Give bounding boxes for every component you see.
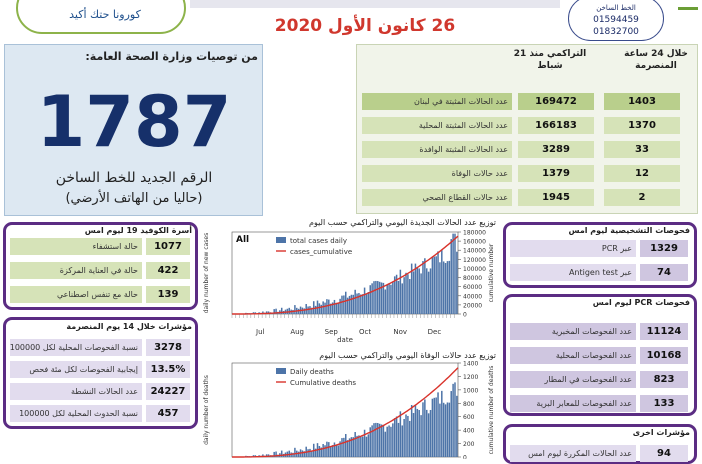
daily-bar [294, 305, 296, 314]
daily-bar [398, 423, 400, 457]
diagnostic-row-label: عبر PCR [510, 240, 636, 257]
y-tick-label: 600 [463, 414, 475, 421]
covid-beds-row-value: 139 [146, 286, 190, 303]
daily-bar [392, 281, 394, 314]
y-tick-label: 160000 [463, 239, 486, 246]
indicators-title: مؤشرات خلال 14 يوم المنصرمة [12, 322, 192, 331]
y-axis-label: daily number of new cases [203, 233, 210, 314]
daily-bar [428, 413, 430, 457]
daily-bar [407, 274, 409, 314]
daily-bar [324, 303, 326, 314]
summary-row-24h: 33 [604, 141, 680, 158]
daily-bar [343, 295, 345, 314]
daily-bar [354, 432, 356, 457]
other-indicators-title: مؤشرات اخرى [510, 428, 690, 437]
legend-label-daily: total cases daily [290, 237, 347, 245]
y-tick-label: 180000 [463, 230, 486, 237]
summary-row-label: عدد حالات القطاع الصحي [362, 189, 512, 206]
daily-bar [366, 437, 368, 457]
indicator-row-value: 457 [146, 405, 190, 422]
indicator-row-label: نسبة الفحوصات المحلية لكل 100000 [10, 339, 142, 356]
hotline-line-2: (حاليا من الهاتف الأرضي) [20, 191, 248, 206]
daily-bar [347, 440, 349, 457]
y-tick-label: 80000 [463, 275, 482, 282]
daily-bar [381, 424, 383, 457]
daily-bar [422, 402, 424, 457]
daily-bar [345, 292, 347, 314]
summary-row-cumulative: 1945 [518, 189, 594, 206]
diagnostic-row-label: عبر Antigen test [510, 264, 636, 281]
pcr-tests-title: فحوصات PCR ليوم امس [510, 298, 690, 307]
daily-bar [390, 427, 392, 457]
daily-bar [319, 446, 321, 457]
covid-beds-title: أسرة الكوفيد 19 ليوم امس [12, 226, 192, 235]
daily-bar [415, 405, 417, 457]
hotline-label: الخط الساخن [569, 2, 663, 14]
y-tick-label: 100000 [463, 266, 486, 273]
daily-bar [439, 404, 441, 457]
daily-bar [390, 285, 392, 314]
indicator-row-value: 13.5% [146, 361, 190, 378]
other-indicator-row-value: 94 [640, 445, 688, 462]
daily-bar [447, 402, 449, 457]
daily-bar [349, 296, 351, 314]
daily-bar [400, 270, 402, 314]
daily-bar [415, 264, 417, 314]
daily-bar [403, 419, 405, 457]
daily-bar [432, 399, 434, 457]
indicator-row-label: نسبة الحدوث المحلية لكل 100000 [10, 405, 142, 422]
daily-bar [302, 450, 304, 457]
daily-bar [394, 276, 396, 314]
daily-bar [358, 435, 360, 457]
daily-bar [319, 303, 321, 314]
hotline-number-1: 01594459 [569, 14, 663, 26]
daily-bar [334, 300, 336, 314]
summary-row-24h: 2 [604, 189, 680, 206]
chart-cases-title: توزيع عدد الحالات الجديدة اليومي والتراكمي حسب اليوم [246, 218, 496, 227]
y-axis-label-right: cumulative number [488, 243, 495, 302]
indicator-row-label: عدد الحالات النشطة [10, 383, 142, 400]
summary-row-label: عدد حالات الوفاة [362, 165, 512, 182]
daily-bar [400, 411, 402, 457]
daily-bar [322, 444, 324, 457]
daily-bar [456, 252, 458, 314]
x-month-label: Jul [255, 328, 265, 336]
daily-bar [386, 427, 388, 457]
daily-bar [449, 403, 451, 457]
pcr-row-value: 823 [640, 371, 688, 388]
daily-bar [396, 417, 398, 457]
daily-bar [405, 273, 407, 314]
daily-bar [449, 261, 451, 314]
chart-corner-label: All [236, 235, 249, 245]
hotline-number-2: 01832700 [569, 26, 663, 38]
daily-bar [420, 273, 422, 314]
diagnostic-row-value: 1329 [640, 240, 688, 257]
indicator-row-label: إيجابية الفحوصات لكل مئة فحص [10, 361, 142, 378]
daily-bar [386, 285, 388, 314]
daily-bar [418, 410, 420, 457]
daily-bar [430, 268, 432, 314]
daily-bar [432, 258, 434, 314]
daily-bar [402, 283, 404, 314]
daily-bar [420, 415, 422, 457]
daily-bar [321, 305, 323, 314]
covid-beds-row-label: حالة استشفاء [10, 238, 142, 255]
y-tick-label: 200 [463, 441, 475, 448]
daily-bar [324, 445, 326, 457]
daily-bar [445, 263, 447, 314]
summary-row-label: عدد الحالات المثبتة في لبنان [362, 93, 512, 110]
daily-bar [383, 425, 385, 457]
daily-bar [379, 424, 381, 457]
daily-bar [339, 299, 341, 314]
x-month-label: Oct [359, 328, 371, 336]
daily-bar [337, 303, 339, 314]
daily-bar [307, 449, 309, 457]
daily-bar [435, 397, 437, 457]
y-tick-label: 120000 [463, 257, 486, 264]
daily-bar [405, 414, 407, 457]
summary-row-24h: 1403 [604, 93, 680, 110]
daily-bar [392, 423, 394, 457]
x-month-label: Dec [428, 328, 442, 336]
daily-bar [360, 294, 362, 314]
chart-deaths-title: توزيع عدد حالات الوفاة اليومي والتراكمي حسب اليوم [246, 351, 496, 360]
summary-row-cumulative: 1379 [518, 165, 594, 182]
hotline-big-number: 1787 [20, 82, 248, 162]
daily-bar [373, 423, 375, 457]
daily-bar [341, 296, 343, 314]
daily-bar [366, 294, 368, 314]
daily-bar [441, 250, 443, 314]
legend-swatch-daily [276, 368, 286, 374]
other-indicator-row-label: عدد الحالات المكررة ليوم امس [510, 445, 636, 462]
legend-label-cumulative: cases_cumulative [290, 248, 352, 256]
daily-bar [413, 271, 415, 314]
report-date: 26 كانون الأول 2020 [230, 16, 500, 36]
daily-bar [369, 285, 371, 314]
daily-bar [336, 445, 338, 457]
daily-bar [371, 283, 373, 314]
x-month-label: Nov [393, 328, 407, 336]
daily-bar [345, 434, 347, 457]
daily-bar [437, 392, 439, 457]
y-tick-label: 0 [463, 312, 467, 319]
diagnostic-tests-title: فحوصات التشخيصية ليوم امس [510, 226, 690, 235]
legend-swatch-daily [276, 237, 286, 243]
page-title-banner [190, 0, 560, 8]
pcr-row-label: عدد الفحوصات المخبرية [510, 323, 636, 340]
daily-bar [354, 290, 356, 314]
y-tick-label: 1000 [463, 387, 478, 394]
daily-bar [403, 277, 405, 314]
daily-bar [368, 292, 370, 314]
y-tick-label: 800 [463, 401, 475, 408]
y-tick-label: 40000 [463, 293, 482, 300]
daily-bar [328, 300, 330, 314]
daily-bar [409, 279, 411, 314]
daily-bar [450, 239, 452, 314]
daily-bar [452, 234, 454, 314]
ministry-heading: من توصيات وزارة الصحة العامة: [20, 50, 258, 63]
daily-bar [424, 258, 426, 314]
daily-bar [418, 268, 420, 314]
daily-bar [322, 301, 324, 314]
daily-bar [445, 404, 447, 457]
daily-bar [368, 434, 370, 457]
daily-bar [428, 272, 430, 314]
daily-bar [294, 448, 296, 457]
daily-bar [426, 268, 428, 314]
summary-col-cumulative: التراكمي منذ 21 شباط [512, 48, 588, 72]
daily-bar [434, 257, 436, 314]
summary-row-24h: 12 [604, 165, 680, 182]
x-month-label: Sep [325, 328, 339, 336]
y-tick-label: 20000 [463, 302, 482, 309]
daily-bar [336, 303, 338, 314]
daily-bar [364, 288, 366, 314]
daily-bar [360, 437, 362, 457]
daily-bar [452, 384, 454, 457]
daily-bar [413, 413, 415, 457]
daily-bar [402, 425, 404, 457]
indicator-row-value: 3278 [146, 339, 190, 356]
daily-bar [281, 451, 283, 457]
daily-bar [450, 391, 452, 457]
indicator-row-value: 24227 [146, 383, 190, 400]
daily-bar [315, 306, 317, 314]
daily-bar [430, 410, 432, 457]
daily-bar [435, 256, 437, 314]
daily-bar [454, 234, 456, 314]
daily-bar [398, 281, 400, 314]
y-tick-label: 1400 [463, 361, 478, 368]
daily-bar [313, 301, 315, 314]
chart-new-cases [200, 226, 500, 342]
diagnostic-row-value: 74 [640, 264, 688, 281]
y-tick-label: 1200 [463, 374, 478, 381]
daily-bar [409, 421, 411, 457]
chart-deaths [200, 359, 500, 459]
daily-bar [411, 405, 413, 457]
daily-bar [443, 261, 445, 314]
daily-bar [362, 437, 364, 457]
daily-bar [343, 438, 345, 457]
summary-row-cumulative: 3289 [518, 141, 594, 158]
summary-row-cumulative: 169472 [518, 93, 594, 110]
daily-bar [356, 436, 358, 457]
daily-bar [375, 423, 377, 457]
daily-bar [307, 306, 309, 314]
daily-bar [443, 403, 445, 457]
daily-bar [309, 306, 311, 314]
covid-beds-row-label: حالة في العناية المركزة [10, 262, 142, 279]
daily-bar [426, 410, 428, 457]
daily-bar [454, 382, 456, 457]
daily-bar [417, 409, 419, 457]
daily-bar [289, 308, 291, 314]
daily-bar [417, 267, 419, 314]
daily-bar [309, 449, 311, 457]
hotline-line-1: الرقم الجديد للخط الساخن [20, 170, 248, 186]
summary-row-label: عدد الحالات المثبتة المحلية [362, 117, 512, 134]
daily-bar [341, 438, 343, 457]
y-axis-label-right: cumulative number of deaths [488, 366, 495, 455]
daily-bar [377, 281, 379, 314]
x-month-label: Aug [290, 328, 304, 336]
pcr-row-value: 10168 [640, 347, 688, 364]
daily-bar [407, 416, 409, 457]
x-axis-label: date [337, 336, 353, 342]
daily-bar [385, 289, 387, 314]
covid-beds-row-value: 422 [146, 262, 190, 279]
covid-beds-row-value: 1077 [146, 238, 190, 255]
y-tick-label: 60000 [463, 284, 482, 291]
daily-bar [351, 295, 353, 314]
daily-bar [394, 418, 396, 457]
pcr-row-label: عدد الفحوصات في المطار [510, 371, 636, 388]
pcr-row-label: عدد الفحوصات للمعابر البرية [510, 395, 636, 412]
daily-bar [422, 261, 424, 314]
daily-bar [424, 399, 426, 457]
logo-icon [678, 0, 698, 10]
daily-bar [447, 261, 449, 314]
summary-row-cumulative: 166183 [518, 117, 594, 134]
daily-bar [375, 281, 377, 314]
summary-col-24h: خلال 24 ساعة المنصرمة [618, 48, 694, 72]
daily-bar [362, 294, 364, 314]
pcr-row-value: 133 [640, 395, 688, 412]
y-tick-label: 0 [463, 455, 467, 460]
summary-row-label: عدد الحالات المثبتة الوافدة [362, 141, 512, 158]
daily-bar [373, 281, 375, 314]
daily-bar [439, 262, 441, 314]
daily-bar [326, 442, 328, 457]
daily-bar [456, 396, 458, 457]
daily-bar [385, 432, 387, 457]
daily-bar [441, 391, 443, 457]
pcr-row-value: 11124 [640, 323, 688, 340]
daily-bar [298, 452, 300, 457]
summary-row-24h: 1370 [604, 117, 680, 134]
hotline-badge [568, 0, 664, 41]
y-tick-label: 140000 [463, 248, 486, 255]
header-left-slogan: كورونا حتك أكيد [50, 8, 160, 21]
y-tick-label: 400 [463, 428, 475, 435]
daily-bar [437, 251, 439, 314]
daily-bar [334, 442, 336, 457]
daily-bar [379, 282, 381, 314]
covid-beds-row-label: حالة مع تنفس اصطناعي [10, 286, 142, 303]
daily-bar [328, 442, 330, 457]
y-axis-label: daily number of deaths [203, 375, 210, 445]
legend-label-cumulative: Cumulative deaths [290, 379, 356, 387]
daily-bar [337, 445, 339, 457]
daily-bar [388, 425, 390, 457]
daily-bar [388, 283, 390, 314]
daily-bar [330, 446, 332, 457]
daily-bar [434, 398, 436, 457]
daily-bar [371, 425, 373, 457]
pcr-row-label: عدد الفحوصات المحلية [510, 347, 636, 364]
legend-label-daily: Daily deaths [290, 368, 334, 376]
